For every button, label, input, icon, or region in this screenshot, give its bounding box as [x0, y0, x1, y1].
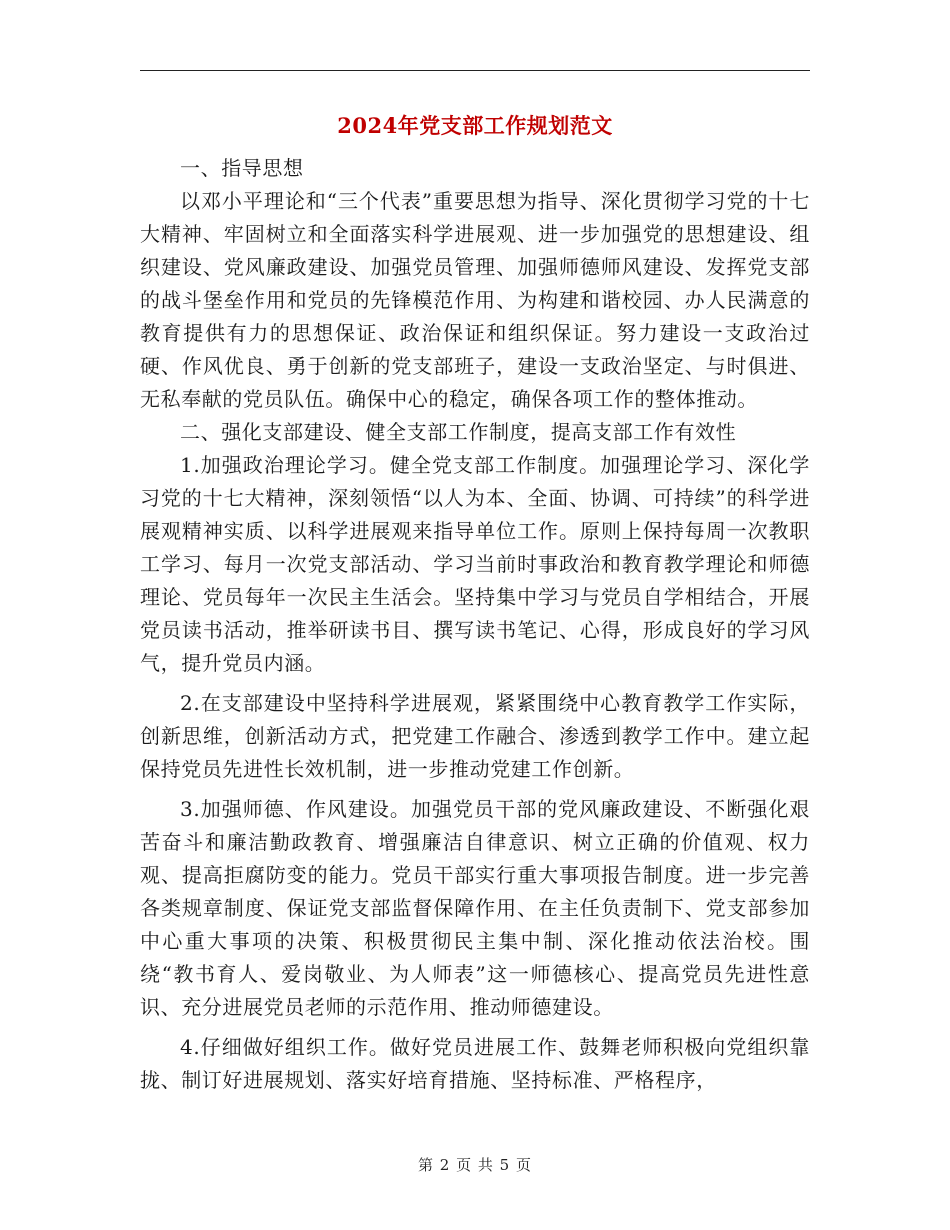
document-title: 2024年党支部工作规划范文	[337, 113, 613, 138]
paragraph-item-3: 3.加强师德、作风建设。加强党员干部的党风廉政建设、不断强化艰苦奋斗和廉洁勤政教育、增强廉洁自律意识、树立正确的价值观、权力观、提高拒腐防变的能力。党员干部实行重大事项报告制度。进一步完善各类规章制度、保证党支部监督保障作用、在主任负责制下、党支部参加中心重大事项的决策、积极贯彻民主集中制、深化推动依法治校。围绕“教书育人、爱岗敬业、为人师表”这一师德核心、提高党员先进性意识、充分进展党员老师的示范作用、推动师德建设。	[140, 797, 810, 1019]
header-rule	[140, 70, 810, 71]
document-body	[140, 152, 810, 1097]
section-heading-branch-building: 二、强化支部建设、健全支部工作制度，提高支部工作有效性	[180, 420, 737, 444]
paragraph-item-2: 2.在支部建设中坚持科学进展观，紧紧围绕中心教育教学工作实际，创新思维，创新活动方式，把党建工作融合、渗透到教学工作中。建立起保持党员先进性长效机制，进一步推动党建工作创新。	[140, 691, 810, 781]
paragraph-guiding-ideology: 以邓小平理论和“三个代表”重要思想为指导、深化贯彻学习党的十七大精神、牢固树立和全面落实科学进展观、进一步加强党的思想建设、组织建设、党风廉政建设、加强党员管理、加强师德师风建设、发挥党支部的战斗堡垒作用和党员的先锋模范作用、为构建和谐校园、办人民满意的教育提供有力的思想保证、政治保证和组织保证。努力建设一支政治过硬、作风优良、勇于创新的党支部班子，建设一支政治坚定、与时俱进、无私奉献的党员队伍。确保中心的稳定，确保各项工作的整体推动。	[140, 189, 810, 411]
section-heading-guiding-ideology: 一、指导思想	[180, 156, 304, 180]
paragraph-item-4: 4.仔细做好组织工作。做好党员进展工作、鼓舞老师积极向党组织靠拢、制订好进展规划、落实好培育措施、坚持标准、严格程序，	[140, 1035, 810, 1092]
paragraph-item-1: 1.加强政治理论学习。健全党支部工作制度。加强理论学习、深化学习党的十七大精神，深刻领悟“以人为本、全面、协调、可持续”的科学进展观精神实质、以科学进展观来指导单位工作。原则上保持每周一次教职工学习、每月一次党支部活动、学习当前时事政治和教育教学理论和师德理论、党员每年一次民主生活会。坚持集中学习与党员自学相结合，开展党员读书活动，推举研读书目、撰写读书笔记、心得，形成良好的学习风气，提升党员内涵。	[140, 453, 810, 675]
page-indicator: 第 2 页 共 5 页	[418, 1156, 532, 1174]
